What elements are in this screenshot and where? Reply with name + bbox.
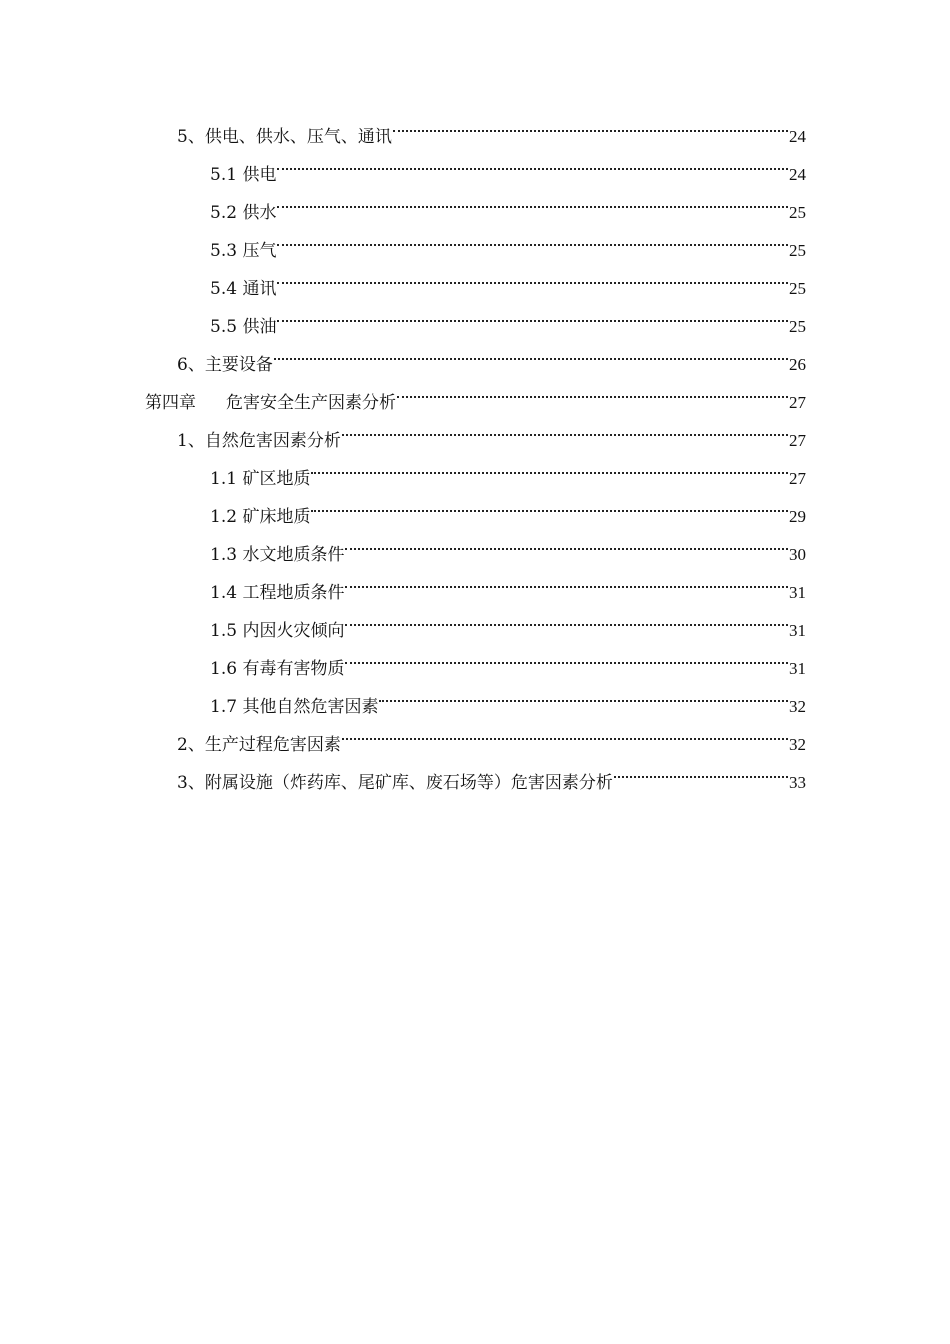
toc-entry-title: 5.5 供油 [210,317,277,337]
toc-dot-leader [379,674,788,712]
toc-entry-title: 5.4 通讯 [210,279,277,299]
toc-entry-1-4[interactable] [210,560,806,603]
toc-entry-5[interactable] [177,104,806,147]
toc-entry-title: 1.4 工程地质条件 [210,583,345,603]
toc-page-number: 31 [789,621,806,640]
toc-page-number: 31 [789,659,806,678]
toc-entry-1-7[interactable] [210,674,806,717]
toc-page-number: 31 [789,583,806,602]
toc-entry-title: 5.1 供电 [210,165,277,185]
toc-page-number: 26 [789,355,806,374]
toc-dot-leader [393,104,788,142]
toc-entry-title: 危害安全生产因素分析 [226,393,396,413]
toc-dot-leader [311,446,788,484]
toc-entry-title: 3、附属设施（炸药库、尾矿库、废石场等）危害因素分析 [177,773,613,793]
toc-dot-leader [345,522,788,560]
toc-page-number: 33 [789,773,806,792]
toc-entry-6[interactable] [177,332,806,375]
toc-entry-title: 1.5 内因火灾倾向 [210,621,345,641]
toc-dot-leader [277,218,788,256]
toc-entry-title: 5.2 供水 [210,203,277,223]
toc-entry-title: 2、生产过程危害因素 [177,735,341,755]
toc-page-number: 24 [789,127,806,146]
toc-entry-title: 1.3 水文地质条件 [210,545,345,565]
toc-chapter-number: 第四章 [145,393,196,413]
toc-entry-5-4[interactable] [210,256,806,299]
toc-entry-1-5[interactable] [210,598,806,641]
toc-page-number: 27 [789,431,806,450]
toc-page-number: 25 [789,317,806,336]
toc-entry-1-6[interactable] [210,636,806,679]
toc-entry-title: 5、供电、供水、压气、通讯 [177,127,392,147]
toc-entry-2[interactable] [177,712,806,755]
toc-entry-title: 1.6 有毒有害物质 [210,659,345,679]
toc-page-number: 27 [789,393,806,412]
toc-page-number: 25 [789,241,806,260]
toc-entry-title: 1、自然危害因素分析 [177,431,341,451]
toc-page-number: 25 [789,279,806,298]
toc-entry-chapter-4[interactable] [145,370,806,413]
toc-dot-leader [274,332,788,370]
toc-entry-title: 6、主要设备 [177,355,273,375]
toc-page-number: 25 [789,203,806,222]
toc-dot-leader [345,598,788,636]
toc-entry-5-1[interactable] [210,142,806,185]
toc-entry-1[interactable] [177,408,806,451]
toc-page-number: 30 [789,545,806,564]
toc-entry-3[interactable] [177,750,806,793]
toc-entry-title: 5.3 压气 [210,241,277,261]
toc-page-number: 29 [789,507,806,526]
toc-entry-5-2[interactable] [210,180,806,223]
toc-entry-5-3[interactable] [210,218,806,261]
toc-dot-leader [342,712,788,750]
toc-dot-leader [277,180,788,218]
toc-entry-1-2[interactable] [210,484,806,527]
toc-entry-1-1[interactable] [210,446,806,489]
toc-page-number: 32 [789,697,806,716]
toc-dot-leader [311,484,788,522]
toc-entry-5-5[interactable] [210,294,806,337]
toc-page-number: 27 [789,469,806,488]
toc-dot-leader [614,750,788,788]
toc-entry-title: 1.2 矿床地质 [210,507,311,527]
toc-dot-leader [277,256,788,294]
toc-entry-title: 1.7 其他自然危害因素 [210,697,379,717]
toc-entry-title: 1.1 矿区地质 [210,469,311,489]
toc-dot-leader [277,142,788,180]
toc-entry-1-3[interactable] [210,522,806,565]
toc-dot-leader [277,294,788,332]
toc-page-number: 32 [789,735,806,754]
toc-dot-leader [345,560,788,598]
toc-dot-leader [342,408,788,446]
toc-dot-leader [397,370,788,408]
toc-page-number: 24 [789,165,806,184]
toc-dot-leader [345,636,788,674]
